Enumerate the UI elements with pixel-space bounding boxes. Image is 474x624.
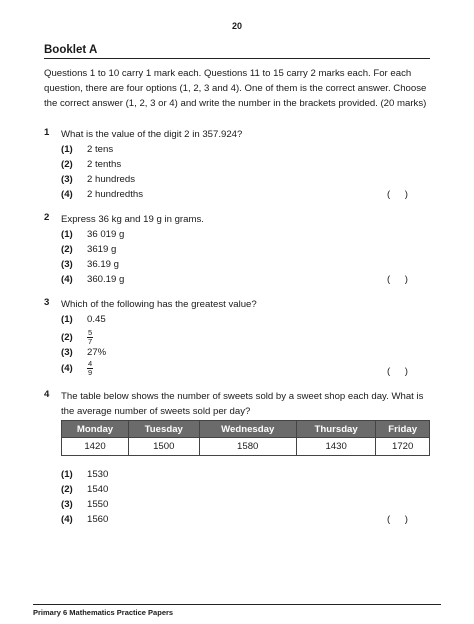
table-cell: 1720 <box>376 438 430 456</box>
option-value: 360.19 g <box>87 274 125 285</box>
title-divider <box>44 58 430 59</box>
page-number: 20 <box>231 21 242 31</box>
option-value: 36 019 g <box>87 229 125 240</box>
question-text: Which of the following has the greatest value? <box>61 299 257 310</box>
option-label: (1) <box>61 469 73 480</box>
option-4 <box>61 272 436 287</box>
option-label: (4) <box>61 189 73 200</box>
answer-bracket: ( ) <box>386 514 414 525</box>
option-value: 2 tenths <box>87 159 122 170</box>
option-2 <box>61 242 436 257</box>
option-value: 3619 g <box>87 244 117 255</box>
instructions: Questions 1 to 10 carry 1 mark each. Questions 11 to 15 carry 2 marks each. For each question, there are four options (1, 2, 3 and 4). One of them is the correct answer. Choose the correct answer (1, 2, 3 or 4) and write the number in the brackets provided. (20 marks) <box>44 68 427 109</box>
option-value: 36.19 g <box>87 259 120 270</box>
option-label: (1) <box>61 144 73 155</box>
question-text: What is the value of the digit 2 in 357.924? <box>61 129 243 140</box>
option-label: (2) <box>61 484 73 495</box>
question-number: 4 <box>44 389 50 400</box>
table-cell: 1500 <box>129 438 200 456</box>
answer-bracket: ( ) <box>386 366 414 377</box>
question-text: Express 36 kg and 19 g in grams. <box>61 214 204 225</box>
option-4 <box>61 187 436 202</box>
option-label: (3) <box>61 259 73 270</box>
option-1 <box>61 227 436 242</box>
numerator: 5 <box>88 327 93 337</box>
option-3 <box>61 497 436 512</box>
option-value: 1550 <box>87 499 109 510</box>
option-label: (4) <box>61 363 73 374</box>
option-3 <box>61 172 436 187</box>
footer-text: Primary 6 Mathematics Practice Papers <box>33 608 174 617</box>
option-value: 1540 <box>87 484 109 495</box>
table-header-row <box>62 421 430 438</box>
option-label: (3) <box>61 499 73 510</box>
option-label: (2) <box>61 159 73 170</box>
option-4 <box>61 512 436 527</box>
fraction <box>87 360 93 377</box>
option-1 <box>61 467 436 482</box>
option-value: 2 tens <box>87 144 114 155</box>
option-1 <box>61 312 436 327</box>
option-2 <box>61 157 436 172</box>
option-value: 2 hundredths <box>87 189 144 200</box>
question-text: The table below shows the number of sweets sold by a sweet shop each day. What is the average number of sweets sold per day? <box>61 391 424 417</box>
option-label: (4) <box>61 514 73 525</box>
option-value: 0.45 <box>87 314 106 325</box>
option-3 <box>61 257 436 272</box>
option-label: (2) <box>61 332 73 343</box>
option-label: (1) <box>61 314 73 325</box>
option-value: 1530 <box>87 469 109 480</box>
answer-bracket: ( ) <box>386 189 414 200</box>
table-header: Tuesday <box>129 421 200 438</box>
table-header: Monday <box>62 421 129 438</box>
fraction <box>87 329 93 346</box>
table-cell: 1580 <box>199 438 296 456</box>
booklet-title: Booklet A <box>44 44 98 56</box>
question-number: 2 <box>44 212 50 223</box>
option-value: 27% <box>87 347 107 358</box>
option-2 <box>61 482 436 497</box>
option-label: (3) <box>61 347 73 358</box>
option-3 <box>61 345 436 360</box>
option-value: 1560 <box>87 514 109 525</box>
denominator: 9 <box>88 367 93 377</box>
table-header: Friday <box>376 421 430 438</box>
table-cell: 1430 <box>296 438 375 456</box>
denominator: 7 <box>88 336 93 346</box>
option-label: (1) <box>61 229 73 240</box>
sweets-sold-table <box>61 420 430 456</box>
table-cell: 1420 <box>62 438 129 456</box>
table-header: Wednesday <box>199 421 296 438</box>
option-value: 2 hundreds <box>87 174 136 185</box>
answer-bracket: ( ) <box>386 274 414 285</box>
option-4 <box>61 359 436 379</box>
option-1 <box>61 142 436 157</box>
question-number: 1 <box>44 127 50 138</box>
option-value <box>87 359 93 379</box>
numerator: 4 <box>88 358 93 368</box>
table-header: Thursday <box>296 421 375 438</box>
option-label: (2) <box>61 244 73 255</box>
footer-divider <box>33 604 441 605</box>
question-number: 3 <box>44 297 50 308</box>
option-label: (4) <box>61 274 73 285</box>
option-label: (3) <box>61 174 73 185</box>
table-row <box>62 438 430 456</box>
